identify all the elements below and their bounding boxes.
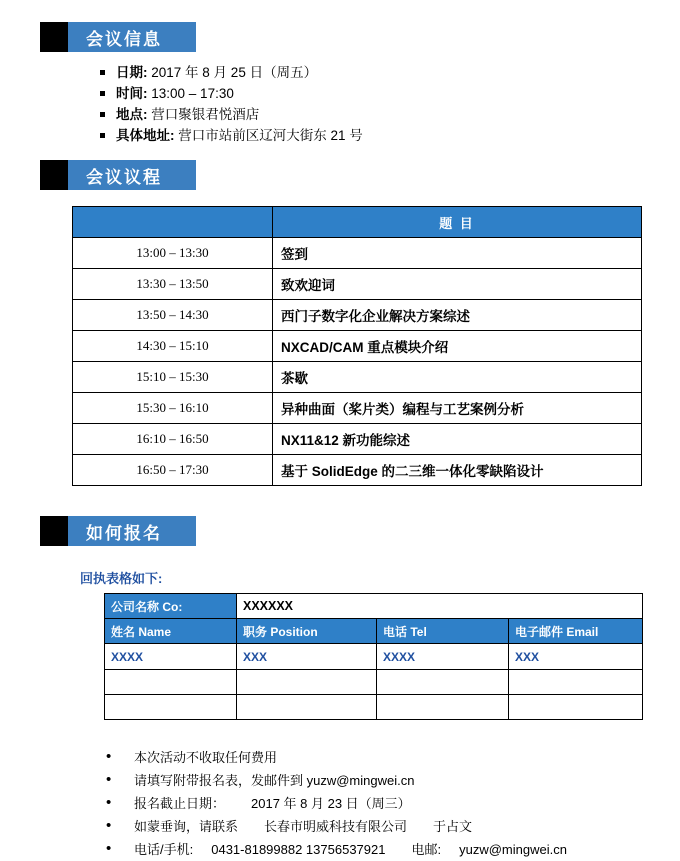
agenda-time: 14:30 – 15:10 xyxy=(73,331,273,362)
agenda-topic: 致欢迎词 xyxy=(273,269,642,300)
note-email-value: yuzw@mingwei.cn xyxy=(459,842,567,857)
meeting-info-value: 营口市站前区辽河大街东 21 号 xyxy=(178,128,363,143)
reg-cell-email[interactable] xyxy=(509,670,643,695)
table-row xyxy=(73,393,642,424)
meeting-info-value: 2017 年 8 月 25 日（周五） xyxy=(151,65,318,80)
list-item xyxy=(100,104,640,125)
agenda-time: 16:50 – 17:30 xyxy=(73,455,273,486)
company-label: 公司名称 Co: xyxy=(105,594,237,619)
reg-cell-tel[interactable]: XXXX xyxy=(377,644,509,670)
list-item xyxy=(100,62,640,83)
table-row xyxy=(105,695,643,720)
note-value: 长春市明威科技有限公司 xyxy=(264,819,408,834)
agenda-time: 13:00 – 13:30 xyxy=(73,238,273,269)
section-header-meeting-info xyxy=(40,22,640,52)
reg-cell-position[interactable] xyxy=(237,670,377,695)
meeting-info-value: 13:00 – 17:30 xyxy=(151,86,234,101)
list-item xyxy=(100,125,640,146)
reg-col-tel: 电话 Tel xyxy=(377,619,509,644)
agenda-topic: NX11&12 新功能综述 xyxy=(273,424,642,455)
agenda-col-time xyxy=(73,207,273,238)
table-row xyxy=(73,331,642,362)
table-row xyxy=(73,424,642,455)
reg-cell-email[interactable]: XXX xyxy=(509,644,643,670)
agenda-time: 15:30 – 16:10 xyxy=(73,393,273,424)
reg-cell-position[interactable]: XXX xyxy=(237,644,377,670)
note-value: 2017 年 8 月 23 日（周三） xyxy=(251,796,411,811)
agenda-time: 13:30 – 13:50 xyxy=(73,269,273,300)
agenda-topic: 异种曲面（桨片类）编程与工艺案例分析 xyxy=(273,393,642,424)
agenda-table xyxy=(72,206,642,486)
table-row xyxy=(73,300,642,331)
agenda-topic: 签到 xyxy=(273,238,642,269)
black-square-marker-icon xyxy=(40,22,68,52)
note-value: 0431-81899882 13756537921 xyxy=(211,842,386,857)
table-row-company xyxy=(105,594,643,619)
reg-col-position: 职务 Position xyxy=(237,619,377,644)
company-value[interactable]: XXXXXX xyxy=(237,594,643,619)
table-row xyxy=(73,362,642,393)
agenda-topic: 基于 SolidEdge 的二三维一体化零缺陷设计 xyxy=(273,455,642,486)
table-row xyxy=(105,670,643,695)
note-text: 如蒙垂询，请联系 xyxy=(134,819,239,834)
list-item xyxy=(100,815,640,838)
agenda-time: 16:10 – 16:50 xyxy=(73,424,273,455)
black-square-marker-icon xyxy=(40,160,68,190)
registration-form-label: 回执表格如下: xyxy=(80,571,163,586)
note-text: 请填写附带报名表，发邮件到 yuzw@mingwei.cn xyxy=(134,773,415,788)
note-text: 电话/手机: xyxy=(134,842,194,857)
section-title-meeting-info: 会议信息 xyxy=(68,22,196,52)
meeting-info-value: 营口聚银君悦酒店 xyxy=(151,107,260,122)
meeting-info-list xyxy=(40,62,640,146)
reg-cell-name[interactable] xyxy=(105,695,237,720)
reg-cell-tel[interactable] xyxy=(377,695,509,720)
meeting-info-label: 日期: xyxy=(116,65,148,80)
note-text: 报名截止日期： xyxy=(134,796,226,811)
note-text: 本次活动不收取任何费用 xyxy=(134,750,278,765)
reg-cell-tel[interactable] xyxy=(377,670,509,695)
section-header-signup xyxy=(40,516,640,546)
agenda-col-topic: 题 目 xyxy=(273,207,642,238)
section-title-signup: 如何报名 xyxy=(68,516,196,546)
meeting-info-label: 具体地址: xyxy=(116,128,175,143)
agenda-topic: NXCAD/CAM 重点模块介绍 xyxy=(273,331,642,362)
agenda-time: 15:10 – 15:30 xyxy=(73,362,273,393)
list-item xyxy=(100,792,640,815)
reg-cell-position[interactable] xyxy=(237,695,377,720)
agenda-topic: 茶歇 xyxy=(273,362,642,393)
reg-cell-name[interactable] xyxy=(105,670,237,695)
registration-table xyxy=(104,593,643,720)
table-row xyxy=(73,455,642,486)
meeting-info-label: 地点: xyxy=(116,107,148,122)
black-square-marker-icon xyxy=(40,516,68,546)
table-row xyxy=(105,644,643,670)
reg-cell-email[interactable] xyxy=(509,695,643,720)
table-row xyxy=(73,269,642,300)
agenda-topic: 西门子数字化企业解决方案综述 xyxy=(273,300,642,331)
reg-cell-name[interactable]: XXXX xyxy=(105,644,237,670)
table-row xyxy=(73,238,642,269)
reg-col-name: 姓名 Name xyxy=(105,619,237,644)
note-contact-person: 于占文 xyxy=(433,819,473,834)
note-email-label: 电邮: xyxy=(411,842,442,857)
table-header-row xyxy=(73,207,642,238)
table-header-row xyxy=(105,619,643,644)
list-item xyxy=(100,746,640,769)
section-header-agenda xyxy=(40,160,640,190)
list-item xyxy=(100,83,640,104)
meeting-info-label: 时间: xyxy=(116,86,148,101)
list-item xyxy=(100,769,640,792)
section-title-agenda: 会议议程 xyxy=(68,160,196,190)
reg-col-email: 电子邮件 Email xyxy=(509,619,643,644)
agenda-time: 13:50 – 14:30 xyxy=(73,300,273,331)
footer-notes-list xyxy=(40,746,640,861)
